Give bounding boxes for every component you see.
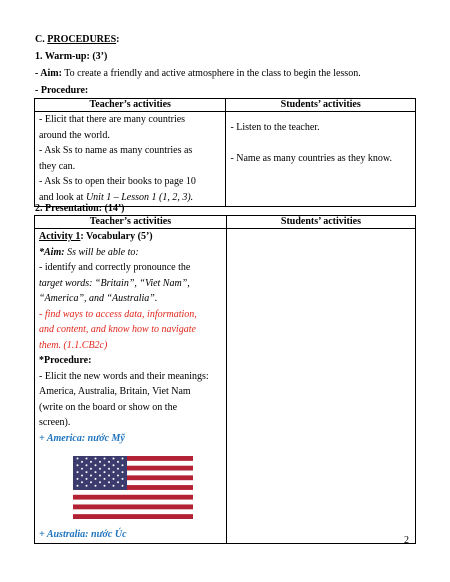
students-cell	[226, 229, 415, 544]
table-row	[35, 229, 416, 544]
teacher-line: - Elicit that there are many countries	[39, 114, 186, 125]
aim-detail-line	[39, 291, 226, 307]
aim-detail-text: “America”, and “Australia”.	[39, 293, 158, 304]
procedure-line: - Elicit the new words and their meanings:	[39, 370, 209, 382]
teacher-cell	[35, 229, 227, 544]
page-number: 2	[404, 535, 409, 546]
warmup-title	[35, 51, 107, 63]
activity-heading	[39, 229, 226, 245]
teacher-cell	[35, 112, 226, 207]
teacher-line-start: and look at	[39, 191, 86, 203]
us-flag-image	[73, 456, 193, 519]
table-row	[35, 112, 416, 207]
procedures-heading	[35, 34, 119, 46]
procedure-label-text: - Procedure:	[35, 85, 89, 96]
students-cell	[226, 112, 416, 207]
aim-detail-text: target words: “Britain”, “Viet Nam”,	[39, 277, 190, 289]
presentation-table	[34, 215, 416, 544]
teacher-line: - Ask Ss to open their books to page 10	[39, 176, 196, 187]
heading-colon: :	[116, 34, 120, 45]
aim-text: Ss will be able to:	[64, 246, 139, 258]
presentation-title-text: 2. Presentation: (14’)	[35, 203, 125, 214]
section-letter: C.	[35, 34, 45, 45]
warmup-aim	[35, 68, 361, 80]
aim-text: To create a friendly and active atmosphere in the class to begin the lesson.	[61, 68, 361, 79]
teacher-line: around the world.	[39, 129, 110, 141]
competency-line: and content, and know how to navigate	[39, 324, 196, 335]
aim-detail-line: - identify and correctly pronounce the	[39, 262, 191, 273]
presentation-title	[35, 203, 125, 215]
activity-title: : Vocabulary (5’)	[80, 231, 153, 242]
aim-detail-line	[39, 276, 226, 292]
procedure-line: screen).	[39, 417, 71, 428]
teacher-line: - Ask Ss to name as many countries as	[39, 145, 193, 156]
procedure-line: (write on the board or show on the	[39, 401, 178, 413]
col-teacher-header: Teacher’s activities	[35, 216, 227, 229]
student-line: - Name as many countries as they know.	[230, 153, 392, 164]
warmup-table	[34, 98, 416, 207]
col-students-header: Students’ activities	[226, 99, 416, 112]
procedure-heading	[39, 353, 226, 369]
warmup-procedure-label	[35, 85, 88, 97]
vocab-australia: + Australia: nước Úc	[39, 529, 127, 540]
competency-line: them. (1.1.CB2c)	[39, 339, 108, 351]
col-teacher-header: Teacher’s activities	[35, 99, 226, 112]
procedure-line: America, Australia, Britain, Viet Nam	[39, 386, 191, 397]
vocab-america: + America: nước Mỹ	[39, 432, 125, 444]
table-header-row	[35, 99, 416, 112]
table-header-row	[35, 216, 416, 229]
aim-label: *Aim:	[39, 246, 65, 258]
aim-label: - Aim:	[35, 68, 62, 79]
teacher-line: they can.	[39, 160, 76, 172]
aim-line	[39, 245, 226, 261]
warmup-title-text: 1. Warm-up: (3’)	[35, 51, 108, 62]
competency-line: - find ways to access data, information,	[39, 308, 197, 320]
student-line: - Listen to the teacher.	[230, 122, 320, 133]
unit-reference: Unit 1 – Lesson 1 (1, 2, 3).	[85, 191, 194, 203]
section-title: PROCEDURES	[47, 34, 117, 45]
col-students-header: Students’ activities	[226, 216, 415, 229]
activity-label: Activity 1	[39, 231, 81, 242]
procedure-label: *Procedure:	[39, 355, 92, 366]
